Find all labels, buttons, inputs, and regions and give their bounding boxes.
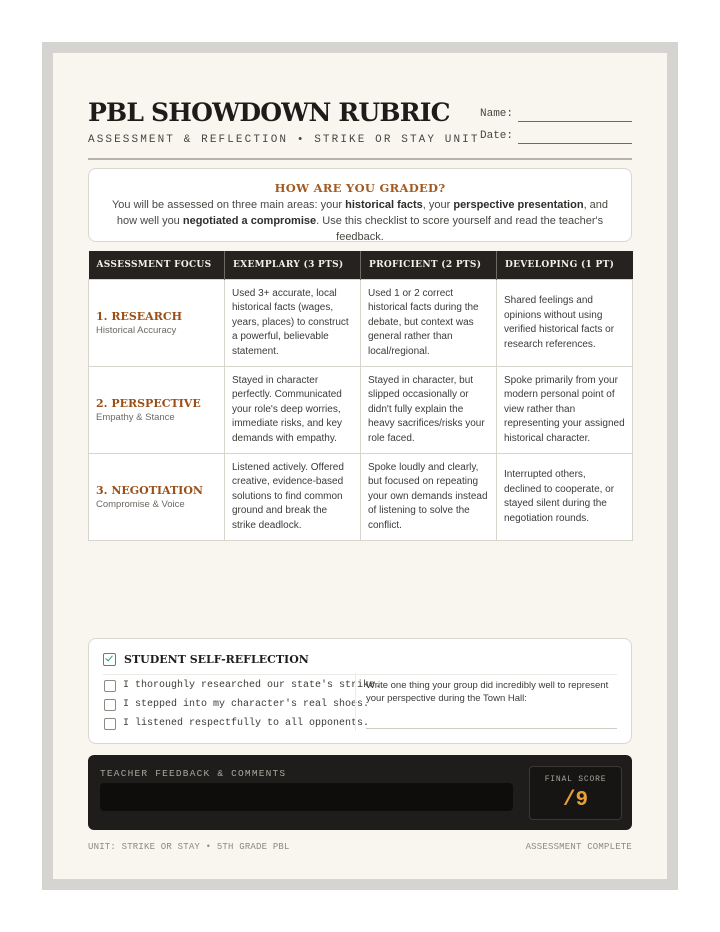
developing-cell: Interrupted others, declined to cooperate, or stayed silent during the negotiation rounds.: [497, 454, 633, 541]
reflection-answer-line[interactable]: [366, 728, 617, 729]
reflection-heading: STUDENT SELF-REFLECTION: [124, 653, 309, 666]
exemplary-cell: Stayed in character perfectly. Communicated your role's deep worries, immediate risks, and key demands with empathy.: [225, 367, 361, 454]
self-check-label: I stepped into my character's real shoes.: [123, 699, 370, 710]
rubric-header-row: [89, 251, 633, 280]
page-title: PBL SHOWDOWN RUBRIC: [88, 98, 450, 127]
exemplary-cell: Used 3+ accurate, local historical facts (wages, years, places) to construct a powerful, believable statement.: [225, 280, 361, 367]
name-field[interactable]: [480, 108, 632, 124]
grading-heading: HOW ARE YOU GRADED?: [274, 181, 446, 195]
intro-text-3: , and how well you: [116, 199, 609, 227]
final-score-value[interactable]: /9: [562, 789, 589, 812]
page-subtitle: ASSESSMENT & REFLECTION • STRIKE OR STAY UNIT: [88, 134, 480, 146]
name-line[interactable]: [518, 121, 632, 122]
feedback-label: TEACHER FEEDBACK & COMMENTS: [100, 768, 287, 779]
final-score-label: FINAL SCORE: [544, 775, 607, 784]
header-divider: [88, 158, 632, 160]
intro-bold-3: negotiated a compromise: [182, 215, 317, 227]
exemplary-cell: Listened actively. Offered creative, evidence-based solutions to find common ground and break the strike deadlock.: [225, 454, 361, 541]
teacher-feedback-panel: [88, 755, 632, 830]
footer-status: ASSESSMENT COMPLETE: [525, 842, 632, 852]
grading-description: [103, 197, 617, 245]
sheet-content: [88, 53, 632, 879]
focus-cell: [89, 367, 225, 454]
page-frame: [42, 42, 678, 890]
intro-text-1: You will be assessed on three main areas: your: [111, 199, 346, 211]
footer-unit: UNIT: STRIKE OR STAY • 5TH GRADE PBL: [88, 842, 290, 852]
column-header-focus: ASSESSMENT FOCUS: [89, 251, 225, 280]
row-subtitle: Compromise & Voice: [96, 498, 185, 510]
intro-text-4: . Use this checklist to score yourself and read the teacher's feedback.: [316, 215, 604, 243]
row-subtitle: Historical Accuracy: [96, 324, 177, 336]
row-title: 2. PERSPECTIVE: [96, 396, 201, 410]
self-check-label: I thoroughly researched our state's strike.: [123, 680, 382, 691]
proficient-cell: Spoke loudly and clearly, but focused on repeating your own demands instead of listening to solve the conflict.: [361, 454, 497, 541]
reflection-divider: [103, 674, 617, 675]
intro-text-2: , your: [422, 199, 454, 211]
page-footer: [88, 842, 632, 854]
grading-info-card: [88, 168, 632, 242]
proficient-cell: Stayed in character, but slipped occasionally or didn't fully explain the heavy sacrifices/risks your role faced.: [361, 367, 497, 454]
table-row: [89, 280, 633, 367]
date-line[interactable]: [518, 143, 632, 144]
intro-bold-1: historical facts: [345, 199, 423, 211]
row-title: 3. NEGOTIATION: [96, 483, 203, 497]
self-reflection-card: [88, 638, 632, 744]
checkbox-checked-icon: [103, 653, 116, 666]
reflection-column-divider: [355, 673, 356, 731]
row-title: 1. RESEARCH: [96, 309, 182, 323]
checkbox[interactable]: [104, 699, 116, 711]
row-subtitle: Empathy & Stance: [96, 411, 175, 423]
intro-bold-2: perspective presentation: [453, 199, 584, 211]
name-label: Name:: [480, 108, 514, 120]
final-score-box: [529, 766, 622, 820]
table-row: [89, 454, 633, 541]
column-header-developing: DEVELOPING (1 PT): [497, 251, 633, 280]
focus-cell: [89, 280, 225, 367]
focus-cell: [89, 454, 225, 541]
feedback-comment-box[interactable]: [100, 783, 513, 811]
column-header-proficient: PROFICIENT (2 PTS): [361, 251, 497, 280]
rubric-sheet: [53, 53, 667, 879]
date-field[interactable]: [480, 130, 632, 146]
checkbox[interactable]: [104, 680, 116, 692]
reflection-prompt: Write one thing your group did incredibly well to represent your perspective during the Town Hall:: [366, 680, 609, 704]
developing-cell: Shared feelings and opinions without using verified historical facts or research references.: [497, 280, 633, 367]
self-check-label: I listened respectfully to all opponents.: [123, 718, 370, 729]
developing-cell: Spoke primarily from your modern personal point of view rather than representing your assigned historical character.: [497, 367, 633, 454]
date-label: Date:: [480, 130, 514, 142]
rubric-table: [88, 251, 633, 541]
checkbox[interactable]: [104, 718, 116, 730]
column-header-exemplary: EXEMPLARY (3 PTS): [225, 251, 361, 280]
table-row: [89, 367, 633, 454]
proficient-cell: Used 1 or 2 correct historical facts during the debate, but context was general rather than local/regional.: [361, 280, 497, 367]
